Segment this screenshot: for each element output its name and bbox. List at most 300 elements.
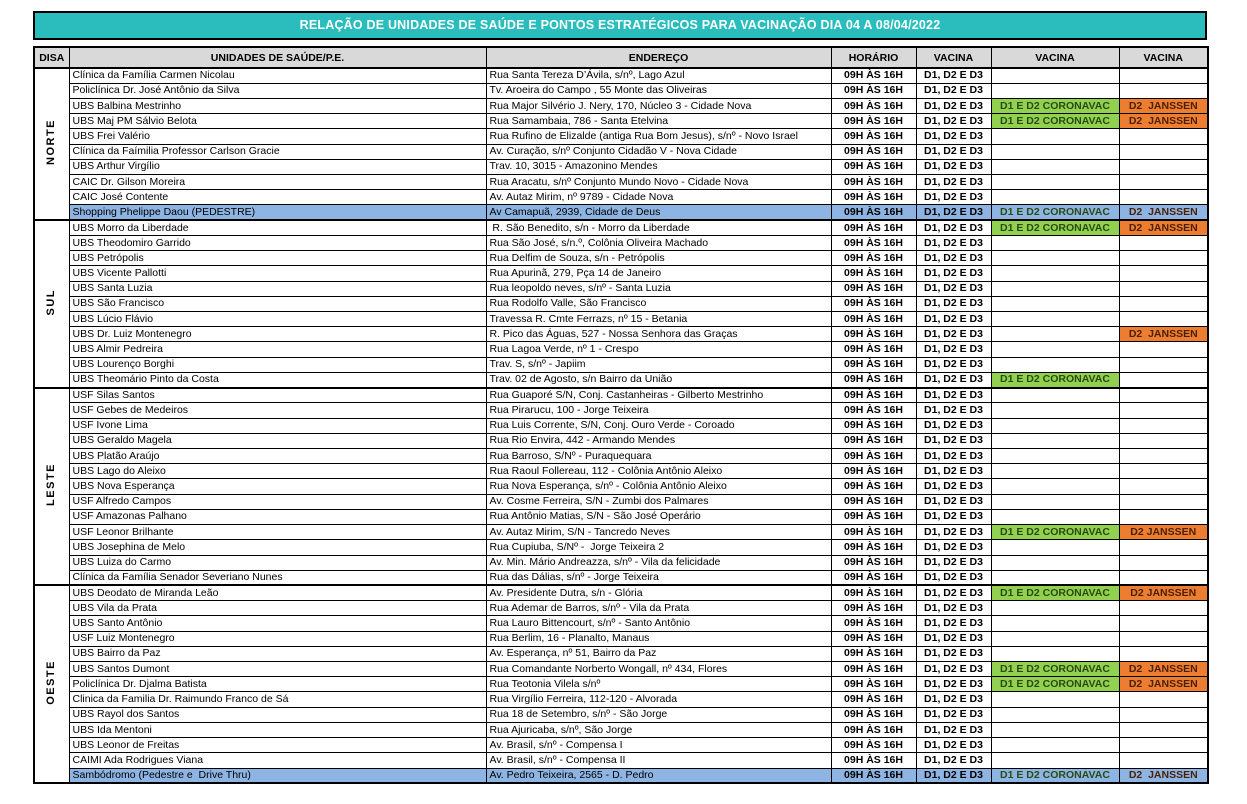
vacina-doses-cell: D1, D2 E D3 — [916, 509, 991, 524]
vacina-janssen-cell — [1119, 83, 1208, 98]
table-row — [34, 296, 1208, 311]
table-row — [34, 159, 1208, 174]
vacina-janssen-cell — [1119, 433, 1208, 448]
unit-name-cell: UBS Leonor de Freitas — [69, 738, 486, 753]
page-title: RELAÇÃO DE UNIDADES DE SAÚDE E PONTOS ESTRATÉGICOS PARA VACINAÇÃO DIA 04 A 08/04/2022 — [33, 11, 1207, 40]
vacina-coronavac-cell — [991, 190, 1119, 205]
vacina-coronavac-cell — [991, 403, 1119, 418]
address-cell: Rua Rio Envira, 442 - Armando Mendes — [486, 433, 831, 448]
unit-name-cell: UBS Santo Antônio — [69, 616, 486, 631]
table-row — [34, 494, 1208, 509]
horario-cell: 09H ÀS 16H — [831, 570, 916, 585]
address-cell: Rua Virgílio Ferreira, 112-120 - Alvorada — [486, 692, 831, 707]
address-cell: Tv. Aroeira do Campo , 55 Monte das Oliveiras — [486, 83, 831, 98]
address-cell: Av. Brasil, s/nº - Compensa II — [486, 753, 831, 768]
address-cell: Av. Curação, s/nº Conjunto Cidadão V - Nova Cidade — [486, 144, 831, 159]
unit-name-cell: UBS Santos Dumont — [69, 662, 486, 677]
vacina-doses-cell: D1, D2 E D3 — [916, 525, 991, 540]
vacina-doses-cell: D1, D2 E D3 — [916, 342, 991, 357]
horario-cell: 09H ÀS 16H — [831, 494, 916, 509]
vacina-janssen-cell: D2 JANSSEN — [1119, 585, 1208, 600]
unit-name-cell: UBS Petrópolis — [69, 251, 486, 266]
vacina-coronavac-cell: D1 E D2 CORONAVAC — [991, 98, 1119, 113]
unit-name-cell: UBS Geraldo Magela — [69, 433, 486, 448]
horario-cell: 09H ÀS 16H — [831, 357, 916, 372]
unit-name-cell: CAIC Dr. Gilson Moreira — [69, 175, 486, 190]
unit-name-cell: UBS Josephina de Melo — [69, 540, 486, 555]
table-row — [34, 677, 1208, 692]
unit-name-cell: UBS Luiza do Carmo — [69, 555, 486, 570]
table-row — [34, 342, 1208, 357]
table-row — [34, 251, 1208, 266]
horario-cell: 09H ÀS 16H — [831, 129, 916, 144]
table-row — [34, 585, 1208, 600]
table-row — [34, 235, 1208, 250]
address-cell: Travessa R. Cmte Ferrazs, nº 15 - Betania — [486, 312, 831, 327]
unit-name-cell: UBS Vila da Prata — [69, 601, 486, 616]
table-row — [34, 768, 1208, 783]
horario-cell: 09H ÀS 16H — [831, 281, 916, 296]
address-cell: Rua Delfim de Souza, s/n - Petrópolis — [486, 251, 831, 266]
table-row — [34, 98, 1208, 113]
vacina-doses-cell: D1, D2 E D3 — [916, 722, 991, 737]
address-cell: Av. Autaz Mirim, nº 9789 - Cidade Nova — [486, 190, 831, 205]
vacina-doses-cell: D1, D2 E D3 — [916, 631, 991, 646]
vacina-coronavac-cell — [991, 707, 1119, 722]
vacina-janssen-cell — [1119, 479, 1208, 494]
address-cell: Rua Raoul Follereau, 112 - Colônia Antônio Aleixo — [486, 464, 831, 479]
vacina-janssen-cell — [1119, 494, 1208, 509]
vacina-doses-cell: D1, D2 E D3 — [916, 175, 991, 190]
unit-name-cell: Clínica da Família Carmen Nicolau — [69, 68, 486, 83]
table-row — [34, 692, 1208, 707]
vacina-janssen-cell — [1119, 357, 1208, 372]
vacina-janssen-cell — [1119, 616, 1208, 631]
unit-name-cell: UBS Theomário Pinto da Costa — [69, 372, 486, 387]
unit-name-cell: UBS Lago do Aleixo — [69, 464, 486, 479]
table-row — [34, 357, 1208, 372]
table-row — [34, 220, 1208, 235]
horario-cell: 09H ÀS 16H — [831, 388, 916, 403]
vacina-doses-cell: D1, D2 E D3 — [916, 753, 991, 768]
vacina-coronavac-cell: D1 E D2 CORONAVAC — [991, 677, 1119, 692]
horario-cell: 09H ÀS 16H — [831, 83, 916, 98]
unit-name-cell: UBS Maj PM Sálvio Belota — [69, 114, 486, 129]
col-header-vacina-3: VACINA — [1119, 47, 1208, 68]
disa-zone-cell — [34, 220, 69, 387]
vacina-coronavac-cell — [991, 266, 1119, 281]
address-cell: Rua Teotonia Vilela s/nº — [486, 677, 831, 692]
vacina-coronavac-cell: D1 E D2 CORONAVAC — [991, 220, 1119, 235]
vaccination-units-table — [33, 46, 1209, 784]
unit-name-cell: Clínica da Família Senador Severiano Nunes — [69, 570, 486, 585]
vacina-janssen-cell — [1119, 68, 1208, 83]
address-cell: Rua Nova Esperança, s/nº - Colônia Antônio Aleixo — [486, 479, 831, 494]
vacina-janssen-cell: D2 JANSSEN — [1119, 768, 1208, 783]
vacina-doses-cell: D1, D2 E D3 — [916, 662, 991, 677]
address-cell: Av. Min. Mário Andreazza, s/nº - Vila da felicidade — [486, 555, 831, 570]
address-cell: Rua Berlim, 16 - Planalto, Manaus — [486, 631, 831, 646]
horario-cell: 09H ÀS 16H — [831, 403, 916, 418]
table-row — [34, 570, 1208, 585]
address-cell: Rua leopoldo neves, s/nº - Santa Luzia — [486, 281, 831, 296]
horario-cell: 09H ÀS 16H — [831, 738, 916, 753]
horario-cell: 09H ÀS 16H — [831, 98, 916, 113]
address-cell: Rua 18 de Setembro, s/nº - São Jorge — [486, 707, 831, 722]
vacina-doses-cell: D1, D2 E D3 — [916, 281, 991, 296]
vaccination-schedule-table-container — [33, 11, 1207, 784]
address-cell: Rua Rufino de Elizalde (antiga Rua Bom Jesus), s/nº - Novo Israel — [486, 129, 831, 144]
unit-name-cell: Clinica da Familia Dr. Raimundo Franco de Sá — [69, 692, 486, 707]
horario-cell: 09H ÀS 16H — [831, 479, 916, 494]
disa-zone-cell — [34, 585, 69, 783]
horario-cell: 09H ÀS 16H — [831, 68, 916, 83]
horario-cell: 09H ÀS 16H — [831, 616, 916, 631]
address-cell: Av Camapuã, 2939, Cidade de Deus — [486, 205, 831, 220]
vacina-doses-cell: D1, D2 E D3 — [916, 403, 991, 418]
unit-name-cell: CAIMI Ada Rodrigues Viana — [69, 753, 486, 768]
vacina-janssen-cell — [1119, 646, 1208, 661]
horario-cell: 09H ÀS 16H — [831, 144, 916, 159]
table-row — [34, 509, 1208, 524]
vacina-coronavac-cell: D1 E D2 CORONAVAC — [991, 662, 1119, 677]
address-cell: Rua Ademar de Barros, s/nº - Vila da Prata — [486, 601, 831, 616]
address-cell: Av. Pedro Teixeira, 2565 - D. Pedro — [486, 768, 831, 783]
vacina-coronavac-cell — [991, 388, 1119, 403]
address-cell: Rua Guaporé S/N, Conj. Castanheiras - Gilberto Mestrinho — [486, 388, 831, 403]
table-row — [34, 738, 1208, 753]
vacina-janssen-cell — [1119, 266, 1208, 281]
vacina-doses-cell: D1, D2 E D3 — [916, 494, 991, 509]
vacina-coronavac-cell — [991, 479, 1119, 494]
horario-cell: 09H ÀS 16H — [831, 372, 916, 387]
unit-name-cell: Policlínica Dr. José Antônio da Silva — [69, 83, 486, 98]
table-row — [34, 175, 1208, 190]
unit-name-cell: UBS Frei Valério — [69, 129, 486, 144]
vacina-coronavac-cell — [991, 448, 1119, 463]
address-cell: Av. Esperança, nº 51, Bairro da Paz — [486, 646, 831, 661]
vacina-janssen-cell — [1119, 144, 1208, 159]
vacina-janssen-cell — [1119, 312, 1208, 327]
vacina-janssen-cell: D2 JANSSEN — [1119, 677, 1208, 692]
vacina-janssen-cell — [1119, 388, 1208, 403]
table-row — [34, 144, 1208, 159]
unit-name-cell: Sambódromo (Pedestre e Drive Thru) — [69, 768, 486, 783]
horario-cell: 09H ÀS 16H — [831, 646, 916, 661]
horario-cell: 09H ÀS 16H — [831, 448, 916, 463]
unit-name-cell: USF Silas Santos — [69, 388, 486, 403]
horario-cell: 09H ÀS 16H — [831, 190, 916, 205]
table-row — [34, 646, 1208, 661]
vacina-janssen-cell — [1119, 540, 1208, 555]
vacina-coronavac-cell — [991, 235, 1119, 250]
vacina-coronavac-cell — [991, 83, 1119, 98]
vacina-coronavac-cell — [991, 433, 1119, 448]
vacina-doses-cell: D1, D2 E D3 — [916, 312, 991, 327]
vacina-janssen-cell — [1119, 692, 1208, 707]
address-cell: Av. Presidente Dutra, s/n - Glória — [486, 585, 831, 600]
table-row — [34, 418, 1208, 433]
table-row — [34, 403, 1208, 418]
address-cell: R. São Benedito, s/n - Morro da Liberdade — [486, 220, 831, 235]
col-header-vacina-2: VACINA — [991, 47, 1119, 68]
vacina-janssen-cell — [1119, 570, 1208, 585]
unit-name-cell: UBS Platão Araújo — [69, 448, 486, 463]
vacina-janssen-cell — [1119, 403, 1208, 418]
unit-name-cell: USF Ivone Lima — [69, 418, 486, 433]
horario-cell: 09H ÀS 16H — [831, 525, 916, 540]
vacina-coronavac-cell — [991, 631, 1119, 646]
horario-cell: 09H ÀS 16H — [831, 327, 916, 342]
table-row — [34, 479, 1208, 494]
horario-cell: 09H ÀS 16H — [831, 692, 916, 707]
vacina-doses-cell: D1, D2 E D3 — [916, 357, 991, 372]
vacina-coronavac-cell — [991, 281, 1119, 296]
address-cell: Rua Pirarucu, 100 - Jorge Teixeira — [486, 403, 831, 418]
table-row — [34, 448, 1208, 463]
vacina-doses-cell: D1, D2 E D3 — [916, 205, 991, 220]
address-cell: Rua Ajuricaba, s/nº, São Jorge — [486, 722, 831, 737]
address-cell: Trav. S, s/nº - Japiim — [486, 357, 831, 372]
horario-cell: 09H ÀS 16H — [831, 707, 916, 722]
vacina-doses-cell: D1, D2 E D3 — [916, 601, 991, 616]
vacina-doses-cell: D1, D2 E D3 — [916, 707, 991, 722]
horario-cell: 09H ÀS 16H — [831, 312, 916, 327]
vacina-coronavac-cell: D1 E D2 CORONAVAC — [991, 205, 1119, 220]
vacina-doses-cell: D1, D2 E D3 — [916, 159, 991, 174]
table-row — [34, 205, 1208, 220]
disa-zone-label: NORTE — [45, 119, 58, 166]
horario-cell: 09H ÀS 16H — [831, 662, 916, 677]
unit-name-cell: UBS Arthur Virgílio — [69, 159, 486, 174]
vacina-coronavac-cell — [991, 144, 1119, 159]
unit-name-cell: UBS Theodomiro Garrido — [69, 235, 486, 250]
vacina-janssen-cell — [1119, 296, 1208, 311]
horario-cell: 09H ÀS 16H — [831, 555, 916, 570]
table-row — [34, 68, 1208, 83]
address-cell: Rua Samambaia, 786 - Santa Etelvina — [486, 114, 831, 129]
table-row — [34, 312, 1208, 327]
vacina-doses-cell: D1, D2 E D3 — [916, 296, 991, 311]
vacina-coronavac-cell — [991, 509, 1119, 524]
vacina-doses-cell: D1, D2 E D3 — [916, 114, 991, 129]
vacina-coronavac-cell — [991, 357, 1119, 372]
vacina-coronavac-cell — [991, 570, 1119, 585]
unit-name-cell: UBS Deodato de Miranda Leão — [69, 585, 486, 600]
vacina-coronavac-cell — [991, 738, 1119, 753]
address-cell: Rua Santa Tereza D’Ávila, s/nº, Lago Azul — [486, 68, 831, 83]
horario-cell: 09H ÀS 16H — [831, 540, 916, 555]
vacina-coronavac-cell — [991, 251, 1119, 266]
vacina-doses-cell: D1, D2 E D3 — [916, 540, 991, 555]
address-cell: Av. Cosme Ferreira, S/N - Zumbi dos Palmares — [486, 494, 831, 509]
unit-name-cell: UBS Lourenço Borghi — [69, 357, 486, 372]
table-row — [34, 372, 1208, 387]
vacina-coronavac-cell: D1 E D2 CORONAVAC — [991, 768, 1119, 783]
vacina-janssen-cell — [1119, 251, 1208, 266]
vacina-doses-cell: D1, D2 E D3 — [916, 555, 991, 570]
unit-name-cell: USF Gebes de Medeiros — [69, 403, 486, 418]
table-row — [34, 525, 1208, 540]
horario-cell: 09H ÀS 16H — [831, 418, 916, 433]
vacina-doses-cell: D1, D2 E D3 — [916, 190, 991, 205]
table-row — [34, 555, 1208, 570]
table-row — [34, 616, 1208, 631]
address-cell: Rua Major Silvério J. Nery, 170, Núcleo 3 - Cidade Nova — [486, 98, 831, 113]
vacina-coronavac-cell: D1 E D2 CORONAVAC — [991, 372, 1119, 387]
unit-name-cell: UBS Almir Pedreira — [69, 342, 486, 357]
vacina-janssen-cell: D2 JANSSEN — [1119, 220, 1208, 235]
table-body — [34, 68, 1208, 783]
address-cell: Av. Brasil, s/nº - Compensa I — [486, 738, 831, 753]
unit-name-cell: USF Amazonas Palhano — [69, 509, 486, 524]
vacina-janssen-cell — [1119, 342, 1208, 357]
vacina-coronavac-cell — [991, 418, 1119, 433]
vacina-coronavac-cell — [991, 540, 1119, 555]
vacina-coronavac-cell — [991, 68, 1119, 83]
table-row — [34, 433, 1208, 448]
vacina-doses-cell: D1, D2 E D3 — [916, 220, 991, 235]
unit-name-cell: Policlínica Dr. Djalma Batista — [69, 677, 486, 692]
horario-cell: 09H ÀS 16H — [831, 296, 916, 311]
vacina-janssen-cell — [1119, 175, 1208, 190]
address-cell: Rua São José, s/n.º, Colônia Oliveira Machado — [486, 235, 831, 250]
vacina-doses-cell: D1, D2 E D3 — [916, 448, 991, 463]
horario-cell: 09H ÀS 16H — [831, 342, 916, 357]
vacina-coronavac-cell — [991, 129, 1119, 144]
unit-name-cell: UBS Dr. Luiz Montenegro — [69, 327, 486, 342]
vacina-doses-cell: D1, D2 E D3 — [916, 464, 991, 479]
horario-cell: 09H ÀS 16H — [831, 768, 916, 783]
col-header-endereco: ENDEREÇO — [486, 47, 831, 68]
unit-name-cell: UBS São Francisco — [69, 296, 486, 311]
table-row — [34, 327, 1208, 342]
vacina-coronavac-cell — [991, 616, 1119, 631]
address-cell: Rua Cupiuba, S/Nº - Jorge Teixeira 2 — [486, 540, 831, 555]
col-header-disa: DISA — [34, 47, 69, 68]
table-row — [34, 464, 1208, 479]
unit-name-cell: UBS Nova Esperança — [69, 479, 486, 494]
vacina-janssen-cell — [1119, 601, 1208, 616]
table-row — [34, 540, 1208, 555]
vacina-janssen-cell — [1119, 281, 1208, 296]
vacina-janssen-cell: D2 JANSSEN — [1119, 114, 1208, 129]
vacina-janssen-cell: D2 JANSSEN — [1119, 205, 1208, 220]
unit-name-cell: USF Leonor Brilhante — [69, 525, 486, 540]
vacina-janssen-cell — [1119, 707, 1208, 722]
col-header-vacina-1: VACINA — [916, 47, 991, 68]
horario-cell: 09H ÀS 16H — [831, 509, 916, 524]
table-row — [34, 388, 1208, 403]
unit-name-cell: UBS Santa Luzia — [69, 281, 486, 296]
horario-cell: 09H ÀS 16H — [831, 159, 916, 174]
unit-name-cell: UBS Ida Mentoni — [69, 722, 486, 737]
horario-cell: 09H ÀS 16H — [831, 433, 916, 448]
vacina-doses-cell: D1, D2 E D3 — [916, 372, 991, 387]
disa-zone-cell — [34, 388, 69, 586]
address-cell: Rua Lauro Bittencourt, s/nº - Santo Antônio — [486, 616, 831, 631]
table-row — [34, 707, 1208, 722]
vacina-coronavac-cell — [991, 601, 1119, 616]
horario-cell: 09H ÀS 16H — [831, 753, 916, 768]
unit-name-cell: USF Alfredo Campos — [69, 494, 486, 509]
vacina-janssen-cell — [1119, 722, 1208, 737]
address-cell: Rua Rodolfo Valle, São Francisco — [486, 296, 831, 311]
vacina-doses-cell: D1, D2 E D3 — [916, 418, 991, 433]
table-row — [34, 83, 1208, 98]
vacina-coronavac-cell — [991, 312, 1119, 327]
vacina-coronavac-cell — [991, 175, 1119, 190]
vacina-coronavac-cell — [991, 464, 1119, 479]
vacina-janssen-cell — [1119, 448, 1208, 463]
disa-zone-label: LESTE — [45, 463, 58, 506]
horario-cell: 09H ÀS 16H — [831, 601, 916, 616]
vacina-doses-cell: D1, D2 E D3 — [916, 479, 991, 494]
horario-cell: 09H ÀS 16H — [831, 175, 916, 190]
vacina-janssen-cell — [1119, 129, 1208, 144]
vacina-doses-cell: D1, D2 E D3 — [916, 129, 991, 144]
vacina-janssen-cell — [1119, 159, 1208, 174]
table-row — [34, 631, 1208, 646]
table-row — [34, 266, 1208, 281]
horario-cell: 09H ÀS 16H — [831, 585, 916, 600]
address-cell: Av. Autaz Mirim, S/N - Tancredo Neves — [486, 525, 831, 540]
vacina-doses-cell: D1, D2 E D3 — [916, 327, 991, 342]
col-header-horario: HORÁRIO — [831, 47, 916, 68]
horario-cell: 09H ÀS 16H — [831, 114, 916, 129]
vacina-coronavac-cell — [991, 327, 1119, 342]
unit-name-cell: USF Luiz Montenegro — [69, 631, 486, 646]
col-header-unidades: UNIDADES DE SAÚDE/P.E. — [69, 47, 486, 68]
table-row — [34, 722, 1208, 737]
vacina-janssen-cell — [1119, 738, 1208, 753]
vacina-janssen-cell — [1119, 418, 1208, 433]
vacina-coronavac-cell: D1 E D2 CORONAVAC — [991, 585, 1119, 600]
horario-cell: 09H ÀS 16H — [831, 631, 916, 646]
unit-name-cell: UBS Bairro da Paz — [69, 646, 486, 661]
vacina-doses-cell: D1, D2 E D3 — [916, 585, 991, 600]
header-row — [34, 47, 1208, 68]
horario-cell: 09H ÀS 16H — [831, 205, 916, 220]
vacina-doses-cell: D1, D2 E D3 — [916, 570, 991, 585]
vacina-coronavac-cell — [991, 646, 1119, 661]
vacina-janssen-cell: D2 JANSSEN — [1119, 525, 1208, 540]
address-cell: Rua Lagoa Verde, nº 1 - Crespo — [486, 342, 831, 357]
vacina-doses-cell: D1, D2 E D3 — [916, 677, 991, 692]
unit-name-cell: UBS Balbina Mestrinho — [69, 98, 486, 113]
vacina-doses-cell: D1, D2 E D3 — [916, 68, 991, 83]
vacina-doses-cell: D1, D2 E D3 — [916, 738, 991, 753]
address-cell: Trav. 10, 3015 - Amazonino Mendes — [486, 159, 831, 174]
address-cell: Rua Aracatu, s/nº Conjunto Mundo Novo - Cidade Nova — [486, 175, 831, 190]
vacina-coronavac-cell — [991, 494, 1119, 509]
vacina-doses-cell: D1, D2 E D3 — [916, 768, 991, 783]
table-row — [34, 190, 1208, 205]
vacina-doses-cell: D1, D2 E D3 — [916, 692, 991, 707]
address-cell: Rua Apurinã, 279, Pça 14 de Janeiro — [486, 266, 831, 281]
table-row — [34, 129, 1208, 144]
horario-cell: 09H ÀS 16H — [831, 464, 916, 479]
vacina-janssen-cell — [1119, 509, 1208, 524]
vacina-coronavac-cell: D1 E D2 CORONAVAC — [991, 525, 1119, 540]
horario-cell: 09H ÀS 16H — [831, 251, 916, 266]
vacina-janssen-cell — [1119, 631, 1208, 646]
vacina-doses-cell: D1, D2 E D3 — [916, 616, 991, 631]
disa-zone-label: SUL — [45, 288, 58, 316]
vacina-janssen-cell: D2 JANSSEN — [1119, 327, 1208, 342]
vacina-doses-cell: D1, D2 E D3 — [916, 83, 991, 98]
vacina-coronavac-cell: D1 E D2 CORONAVAC — [991, 114, 1119, 129]
